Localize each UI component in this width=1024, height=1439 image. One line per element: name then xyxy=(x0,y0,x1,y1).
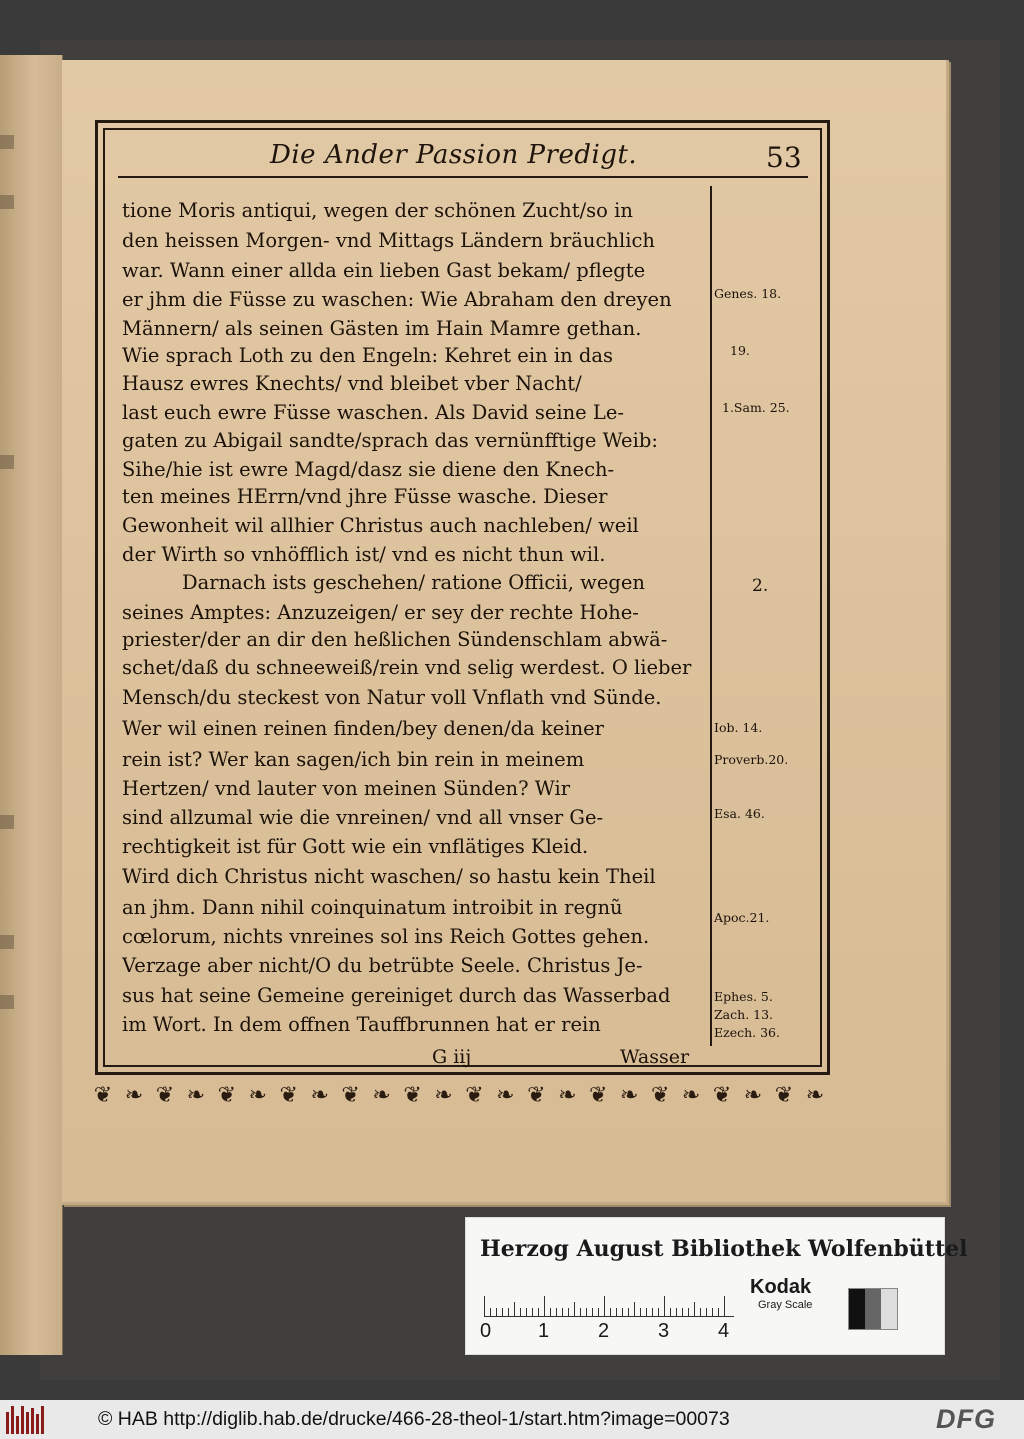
text-line: Verzage aber nicht/O du betrübte Seele. Christus Je- xyxy=(122,954,643,977)
ruler-tick xyxy=(712,1308,713,1316)
margin-note: Ezech. 36. xyxy=(714,1025,780,1040)
permalink-credit[interactable]: © HAB http://diglib.hab.de/drucke/466-28-theol-1/start.htm?image=00073 xyxy=(98,1408,730,1430)
text-line: Hertzen/ vnd lauter von meinen Sünden? Wir xyxy=(122,777,571,800)
library-label-card xyxy=(466,1218,968,1354)
ornament-glyph-icon: ❦ xyxy=(403,1082,422,1108)
ruler-tick xyxy=(490,1308,491,1316)
margin-note: 19. xyxy=(730,343,750,358)
ruler-tick xyxy=(502,1308,503,1316)
margin-note: Apoc.21. xyxy=(714,910,770,925)
hab-logo-bar xyxy=(31,1408,34,1434)
previous-page-text-fragment xyxy=(0,935,14,949)
margin-rule xyxy=(710,186,712,1046)
ruler-tick xyxy=(622,1308,623,1316)
text-line: rein ist? Wer kan sagen/ich bin rein in meinem xyxy=(122,748,585,771)
ruler-number: 4 xyxy=(718,1320,730,1342)
ruler-tick xyxy=(538,1308,539,1316)
ruler-tick xyxy=(580,1308,581,1316)
ruler-tick xyxy=(652,1308,653,1316)
ornament-glyph-icon: ❧ xyxy=(681,1082,701,1108)
gray-patch-dark xyxy=(849,1289,865,1329)
ruler-tick xyxy=(556,1308,557,1316)
ornament-glyph-icon: ❧ xyxy=(558,1082,577,1108)
hab-logo-bar xyxy=(11,1406,14,1434)
ornament-glyph-icon: ❦ xyxy=(774,1082,794,1108)
ruler-tick xyxy=(532,1308,533,1316)
ruler-tick xyxy=(574,1302,575,1316)
ruler-tick xyxy=(682,1308,683,1316)
margin-note: Zach. 13. xyxy=(714,1007,774,1022)
text-line: der Wirth so vnhöfflich ist/ vnd es nicht thun wil. xyxy=(122,543,606,566)
text-line: im Wort. In dem offnen Tauffbrunnen hat er rein xyxy=(122,1013,601,1036)
margin-note: Genes. 18. xyxy=(714,286,782,301)
signature-mark: G iij xyxy=(432,1046,472,1068)
margin-note: 2. xyxy=(752,576,769,596)
text-line: sind allzumal wie die vnreinen/ vnd all vnser Ge- xyxy=(122,806,604,829)
ornament-glyph-icon: ❧ xyxy=(619,1082,639,1108)
text-line: Sihe/hie ist ewre Magd/dasz sie diene den Knech- xyxy=(122,458,615,481)
hab-logo-bar xyxy=(21,1406,24,1434)
ruler-tick xyxy=(520,1308,521,1316)
previous-page-edge xyxy=(0,55,63,1355)
margin-note: Ephes. 5. xyxy=(714,989,773,1004)
margin-note: Esa. 46. xyxy=(714,806,765,821)
ruler-tick xyxy=(610,1308,611,1316)
ruler-tick xyxy=(544,1296,545,1316)
previous-page-text-fragment xyxy=(0,995,14,1009)
ruler-tick xyxy=(688,1308,689,1316)
ornament-glyph-icon: ❧ xyxy=(186,1082,206,1108)
ornament-glyph-icon: ❦ xyxy=(279,1082,298,1108)
ornament-glyph-icon: ❦ xyxy=(341,1082,360,1108)
text-line: last euch ewre Füsse waschen. Als David seine Le- xyxy=(122,401,624,424)
ruler-tick xyxy=(640,1308,641,1316)
ruler-tick xyxy=(706,1308,707,1316)
hab-logo-bar xyxy=(26,1412,29,1434)
ruler-tick xyxy=(628,1308,629,1316)
text-line: tione Moris antiqui, wegen der schönen Zucht/so in xyxy=(122,199,633,222)
ornament-glyph-icon: ❧ xyxy=(372,1082,391,1108)
text-line: Gewonheit wil allhier Christus auch nachleben/ weil xyxy=(122,514,639,537)
margin-note: Proverb.20. xyxy=(714,752,789,767)
ornament-glyph-icon: ❧ xyxy=(310,1082,329,1108)
ornament-glyph-icon: ❧ xyxy=(743,1082,763,1108)
ruler-tick xyxy=(550,1308,551,1316)
ornament-glyph-icon: ❦ xyxy=(650,1082,670,1108)
previous-page-text-fragment xyxy=(0,135,14,149)
header-rule xyxy=(118,176,808,178)
text-line: schet/daß du schneeweiß/rein vnd selig werdest. O lieber xyxy=(122,656,692,679)
library-name: Herzog August Bibliothek Wolfenbüttel xyxy=(480,1236,968,1262)
measurement-ruler xyxy=(484,1290,734,1317)
text-line: ten meines HErrn/vnd jhre Füsse wasche. Dieser xyxy=(122,485,608,508)
page-number: 53 xyxy=(766,141,802,174)
ruler-tick xyxy=(586,1308,587,1316)
hab-logo-bar xyxy=(41,1406,44,1434)
text-line: Hausz ewres Knechts/ vnd bleibet vber Nacht/ xyxy=(122,372,582,395)
ornament-glyph-icon: ❦ xyxy=(589,1082,608,1108)
ornament-glyph-icon: ❦ xyxy=(155,1082,175,1108)
ruler-tick xyxy=(694,1302,695,1316)
ornament-glyph-icon: ❦ xyxy=(465,1082,484,1108)
ruler-tick xyxy=(598,1308,599,1316)
hab-logo-bar xyxy=(36,1414,39,1434)
kodak-brand: Kodak xyxy=(750,1276,812,1298)
footer-bar xyxy=(0,1400,1024,1439)
text-line: Mensch/du steckest von Natur voll Vnflath vnd Sünde. xyxy=(122,686,662,709)
previous-page-text-fragment xyxy=(0,455,14,469)
text-line: Darnach ists geschehen/ ratione Officii, wegen xyxy=(182,571,645,594)
ornament-glyph-icon: ❧ xyxy=(434,1082,453,1108)
ornament-glyph-icon: ❧ xyxy=(124,1082,144,1108)
gray-patch-light xyxy=(881,1289,897,1329)
ornament-glyph-icon: ❦ xyxy=(217,1082,237,1108)
ruler-tick xyxy=(634,1302,635,1316)
ruler-tick xyxy=(562,1308,563,1316)
ruler-number: 1 xyxy=(538,1320,550,1342)
ornament-glyph-icon: ❧ xyxy=(805,1082,825,1108)
hab-logo-icon xyxy=(6,1404,46,1434)
ruler-tick xyxy=(514,1302,515,1316)
text-line: cœlorum, nichts vnreines sol ins Reich Gottes gehen. xyxy=(122,925,650,948)
previous-page-text-fragment xyxy=(0,195,14,209)
hab-logo-bar xyxy=(16,1416,19,1434)
dfg-logo: DFG xyxy=(936,1404,996,1434)
hab-logo-bar xyxy=(6,1412,9,1434)
text-line: war. Wann einer allda ein lieben Gast bekam/ pflegte xyxy=(122,259,646,282)
gray-scale-patch xyxy=(848,1288,898,1330)
ruler-tick xyxy=(616,1308,617,1316)
ruler-number: 2 xyxy=(598,1320,610,1342)
text-line: Wird dich Christus nicht waschen/ so hastu kein Theil xyxy=(122,865,656,888)
ornament-glyph-icon: ❦ xyxy=(527,1082,546,1108)
text-line: Wer wil einen reinen finden/bey denen/da keiner xyxy=(122,717,604,740)
ruler-tick xyxy=(508,1308,509,1316)
running-head: Die Ander Passion Predigt. xyxy=(270,140,638,170)
ruler-tick xyxy=(670,1308,671,1316)
ruler-tick xyxy=(718,1308,719,1316)
text-line: den heissen Morgen- vnd Mittags Ländern bräuchlich xyxy=(122,229,655,252)
margin-note: 1.Sam. 25. xyxy=(722,400,790,415)
ornament-glyph-icon: ❦ xyxy=(93,1082,113,1108)
ornament-glyph-icon: ❧ xyxy=(248,1082,267,1108)
ruler-tick xyxy=(496,1308,497,1316)
previous-page-text-fragment xyxy=(0,815,14,829)
ruler-number: 0 xyxy=(480,1320,492,1342)
gray-patch-mid xyxy=(865,1289,881,1329)
gray-scale-label: Gray Scale xyxy=(758,1299,813,1311)
ruler-tick xyxy=(700,1308,701,1316)
ruler-tick xyxy=(568,1308,569,1316)
ornamental-border xyxy=(88,1080,830,1110)
ruler-tick xyxy=(592,1308,593,1316)
kodak-label xyxy=(750,1276,812,1312)
text-line: Männern/ als seinen Gästen im Hain Mamre gethan. xyxy=(122,317,642,340)
ornament-glyph-icon: ❧ xyxy=(496,1082,515,1108)
margin-note: Iob. 14. xyxy=(714,720,763,735)
text-line: sus hat seine Gemeine gereiniget durch das Wasserbad xyxy=(122,984,671,1007)
text-line: an jhm. Dann nihil coinquinatum introibit in regnũ xyxy=(122,896,623,919)
text-line: gaten zu Abigail sandte/sprach das vernünfftige Weib: xyxy=(122,429,658,452)
text-line: seines Amptes: Anzuzeigen/ er sey der rechte Hohe- xyxy=(122,601,639,624)
text-line: rechtigkeit ist für Gott wie ein vnflätiges Kleid. xyxy=(122,835,589,858)
ruler-number: 3 xyxy=(658,1320,670,1342)
ruler-tick xyxy=(658,1308,659,1316)
text-line: priester/der an dir den heßlichen Sündenschlam abwä- xyxy=(122,628,668,651)
ruler-tick xyxy=(484,1296,485,1316)
catchword: Wasser xyxy=(620,1046,690,1068)
ruler-tick xyxy=(604,1296,605,1316)
ruler-tick xyxy=(526,1308,527,1316)
ruler-tick xyxy=(724,1296,725,1316)
ruler-tick xyxy=(676,1308,677,1316)
ruler-tick xyxy=(646,1308,647,1316)
ruler-numbers xyxy=(480,1320,740,1344)
ornament-glyph-icon: ❦ xyxy=(712,1082,732,1108)
text-line: Wie sprach Loth zu den Engeln: Kehret ein in das xyxy=(122,344,613,367)
text-line: er jhm die Füsse zu waschen: Wie Abraham den dreyen xyxy=(122,288,672,311)
ruler-tick xyxy=(664,1296,665,1316)
